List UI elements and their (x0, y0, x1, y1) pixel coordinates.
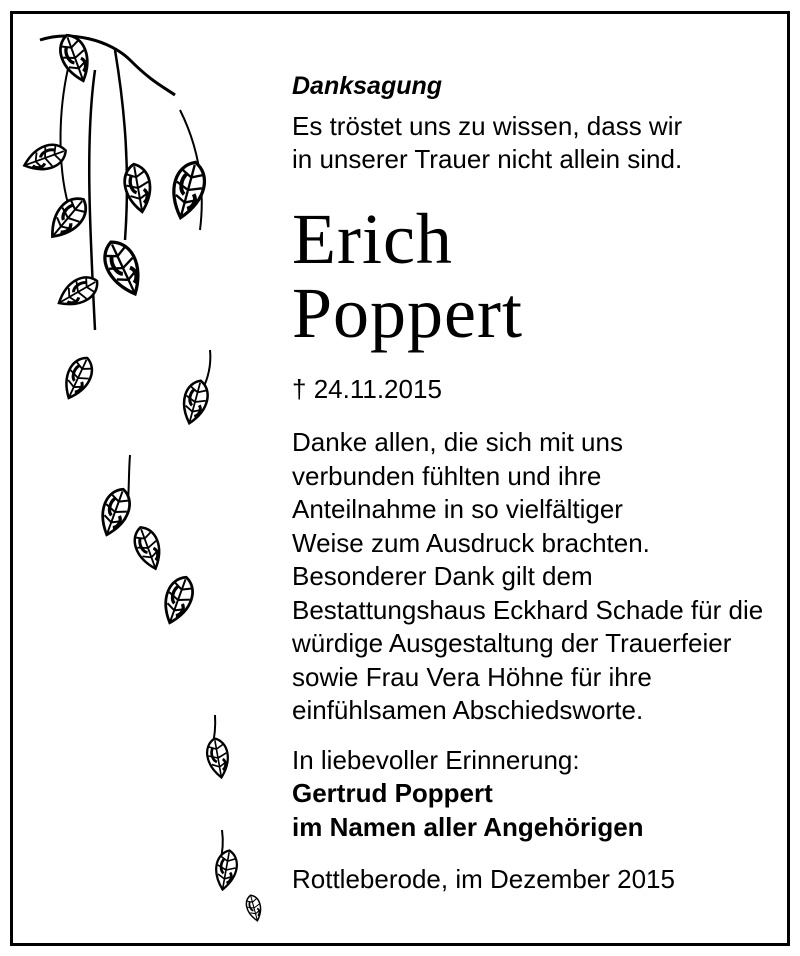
cross-icon: † (292, 374, 307, 404)
verse-line: in unserer Trauer nicht allein sind. (292, 144, 683, 174)
signature-family: im Namen aller Angehörigen (292, 811, 644, 842)
place-and-date: Rottleberode, im Dezember 2015 (292, 864, 675, 894)
death-date (292, 372, 782, 406)
remembrance-line: In liebevoller Erinnerung: (292, 744, 580, 775)
thanks-line: Besonderer Dank gilt dem (292, 561, 593, 591)
thanks-line: Bestattungshaus Eckhard Schade für die (292, 594, 764, 625)
deceased-name (292, 199, 782, 353)
deceased-last-name: Poppert (292, 273, 523, 353)
signature (292, 777, 782, 844)
deceased-first-name: Erich (292, 199, 453, 279)
thanks-line: verbunden fühlten und ihre (292, 460, 602, 491)
signature-name: Gertrud Poppert (292, 778, 493, 808)
thanks-line: Weise zum Ausdruck brachten. (292, 527, 650, 558)
thanks-line: einfühlsamen Abschiedsworte. (292, 695, 644, 725)
notice-heading: Danksagung (292, 72, 443, 100)
thanks-paragraph (292, 426, 782, 728)
thanks-line: sowie Frau Vera Höhne für ihre (292, 661, 652, 692)
thanks-line: würdige Ausgestaltung der Trauerfeier (292, 628, 732, 658)
notice-text (292, 68, 782, 896)
death-date-value: 24.11.2015 (313, 374, 442, 404)
verse-line: Es tröstet uns zu wissen, dass wir (292, 111, 683, 141)
consolation-verse (292, 110, 782, 176)
thanks-line: Anteilnahme in so vielfältiger (292, 494, 623, 524)
thanks-line: Danke allen, die sich mit uns (292, 427, 623, 457)
